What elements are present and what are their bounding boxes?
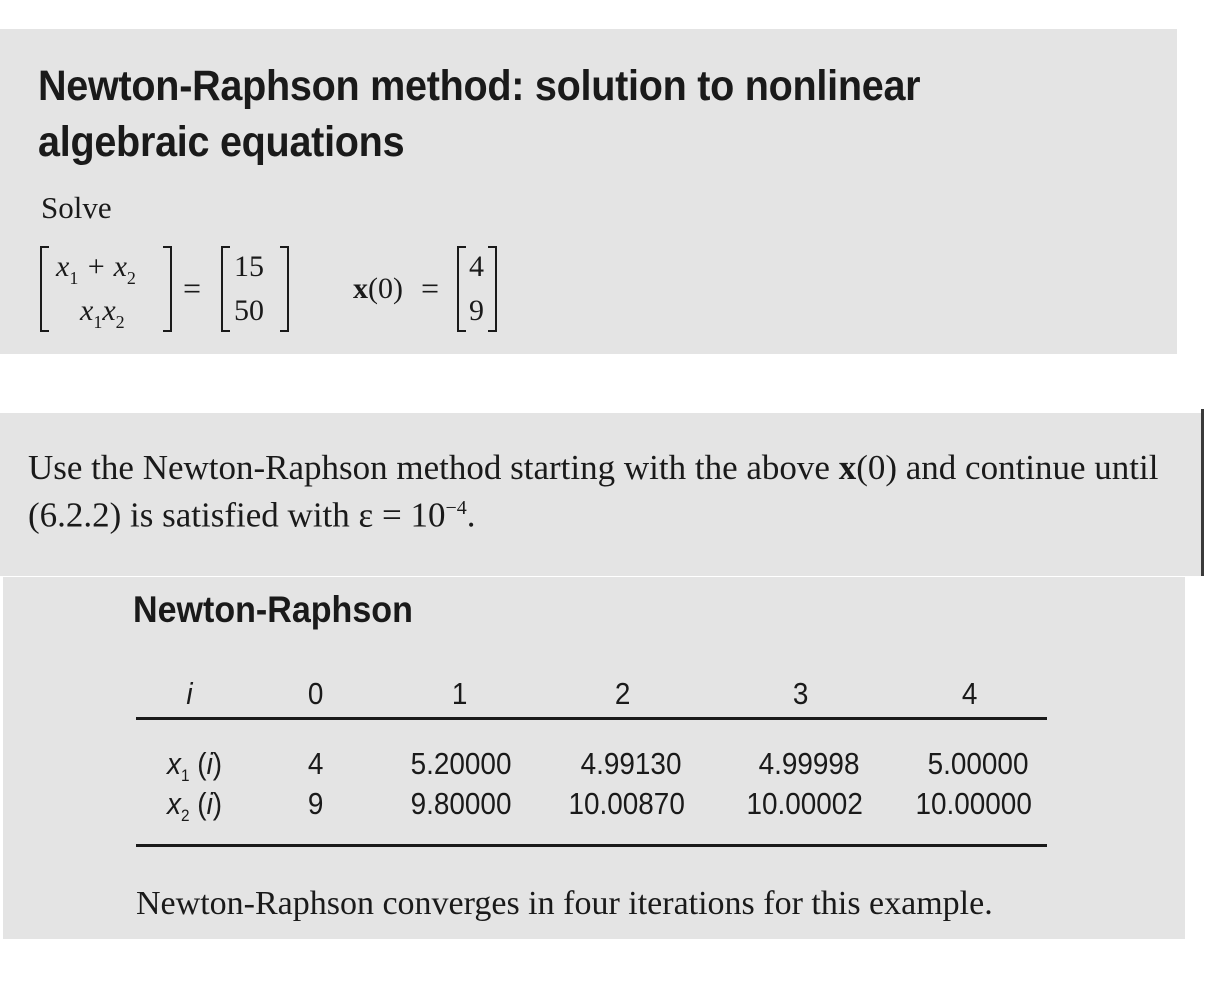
- x1-iter-0: 4: [307, 746, 324, 781]
- equation: [40, 246, 510, 336]
- header-iter-3: 3: [792, 676, 809, 711]
- header-i: i: [186, 676, 193, 711]
- left-bracket: [40, 246, 49, 332]
- right-bracket: [163, 246, 172, 332]
- instruction-exponent: −4: [445, 497, 467, 519]
- table-bottom-rule: [136, 844, 1047, 847]
- initial-matrix: [457, 246, 497, 336]
- x1-iter-1: 5.20000: [410, 746, 512, 781]
- margin-rule: [1201, 409, 1204, 576]
- initial-vector-label: x(0): [353, 272, 403, 305]
- solve-label: Solve: [41, 190, 112, 225]
- x2-iter-0: 9: [307, 786, 324, 821]
- header-iter-1: 1: [451, 676, 468, 711]
- initial-value-1: 4: [469, 250, 484, 283]
- header-iter-4: 4: [961, 676, 978, 711]
- header-iter-0: 0: [307, 676, 324, 711]
- equals-sign: =: [183, 270, 202, 306]
- instruction-part-1: Use the Newton-Raphson method starting with the above: [28, 448, 839, 487]
- rhs-value-1: 15: [234, 250, 264, 283]
- instruction-text: [28, 447, 1188, 536]
- lhs-matrix: [40, 246, 172, 336]
- right-bracket: [280, 246, 289, 332]
- row-label-x1: $x_1$ (i): [167, 746, 223, 785]
- x2-iter-2: 10.00870: [568, 786, 685, 821]
- left-bracket: [457, 246, 466, 332]
- lhs-row-1: $x_1 + x_2$: [56, 250, 136, 288]
- x1-iter-4: 5.00000: [927, 746, 1029, 781]
- rhs-matrix: [221, 246, 289, 336]
- x1-iter-3: 4.99998: [758, 746, 860, 781]
- caption: Newton-Raphson converges in four iterations for this example.: [136, 885, 993, 922]
- page-title: Newton-Raphson method: solution to nonlinear algebraic equations: [38, 62, 921, 166]
- initial-value-2: 9: [469, 294, 484, 327]
- instruction-end: .: [466, 495, 476, 535]
- x2-iter-1: 9.80000: [410, 786, 512, 821]
- row-label-x2: $x_2$ (i): [167, 786, 223, 825]
- x2-iter-4: 10.00000: [915, 786, 1032, 821]
- instruction-part-2: (0) and continue until (6.2.2) is satisfied with ε = 10: [28, 448, 1159, 535]
- equals-sign-2: =: [421, 270, 440, 306]
- table-title: Newton-Raphson: [133, 589, 413, 630]
- header-iter-2: 2: [614, 676, 631, 711]
- rhs-value-2: 50: [234, 294, 264, 327]
- x1-iter-2: 4.99130: [580, 746, 682, 781]
- x2-iter-3: 10.00002: [746, 786, 863, 821]
- table-header-rule: [136, 717, 1047, 720]
- lhs-row-2: $x_1x_2$: [80, 294, 125, 332]
- left-bracket: [221, 246, 230, 332]
- right-bracket: [488, 246, 497, 332]
- instruction-vector: x: [838, 448, 857, 487]
